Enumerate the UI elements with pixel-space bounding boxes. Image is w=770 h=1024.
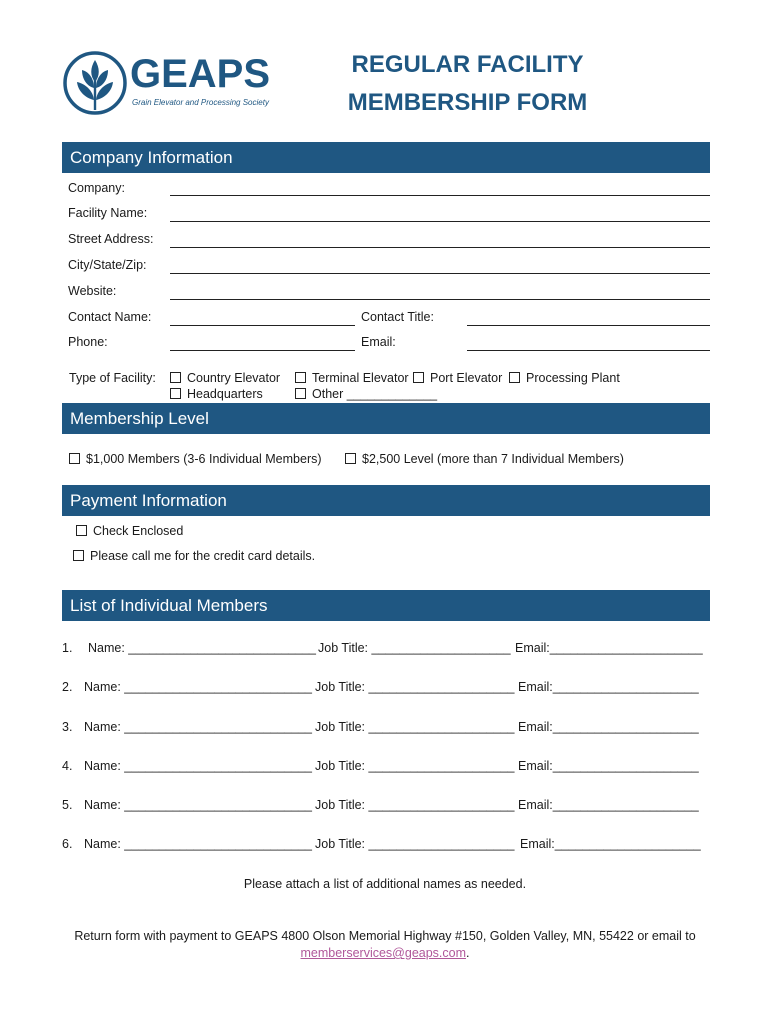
- member-job-title-field[interactable]: Job Title: _____________________: [315, 720, 515, 734]
- logo-wordmark: GEAPS: [130, 52, 271, 96]
- member-job-title-field[interactable]: Job Title: _____________________: [315, 759, 515, 773]
- member-job-title-field[interactable]: Job Title: _____________________: [315, 837, 515, 851]
- member-name-field[interactable]: Name: ___________________________: [84, 798, 312, 812]
- company-label: Company:: [68, 181, 125, 195]
- member-job-title-field[interactable]: Job Title: ____________________: [318, 641, 511, 655]
- member-email-field[interactable]: Email:______________________: [515, 641, 703, 655]
- contact-name-label: Contact Name:: [68, 310, 152, 324]
- phone-field[interactable]: [170, 350, 355, 351]
- section-company-information: Company Information: [62, 142, 710, 173]
- company-field[interactable]: [170, 195, 710, 196]
- option-membership-1000[interactable]: $1,000 Members (3-6 Individual Members): [69, 452, 322, 466]
- member-email-field[interactable]: Email:_____________________: [518, 759, 699, 773]
- geaps-logo: [62, 48, 271, 118]
- option-processing-plant[interactable]: Processing Plant: [509, 371, 620, 385]
- footer-return-text: Return form with payment to GEAPS 4800 Olson Memorial Highway #150, Golden Valley, MN, 55422 or email to: [74, 929, 696, 943]
- email-field[interactable]: [467, 350, 710, 351]
- member-email-field[interactable]: Email:_____________________: [520, 837, 701, 851]
- member-services-email-link[interactable]: memberservices@geaps.com: [300, 946, 467, 960]
- form-title-line2: MEMBERSHIP FORM: [347, 89, 588, 116]
- checkbox[interactable]: [73, 550, 84, 561]
- attach-note: Please attach a list of additional names as needed.: [243, 877, 527, 891]
- section-membership-level: Membership Level: [62, 403, 710, 434]
- logo-tagline: Grain Elevator and Processing Society: [132, 98, 269, 107]
- facility-type-label: Type of Facility:: [69, 371, 156, 385]
- checkbox[interactable]: [509, 372, 520, 383]
- checkbox[interactable]: [69, 453, 80, 464]
- footer-email-line: memberservices@geaps.com.: [300, 946, 470, 960]
- member-job-title-field[interactable]: Job Title: _____________________: [315, 798, 515, 812]
- website-field[interactable]: [170, 299, 710, 300]
- street-address-label: Street Address:: [68, 232, 154, 246]
- wheat-emblem-icon: [62, 50, 128, 116]
- option-country-elevator[interactable]: Country Elevator: [170, 371, 280, 385]
- checkbox[interactable]: [295, 372, 306, 383]
- option-check-enclosed[interactable]: Check Enclosed: [76, 524, 183, 538]
- contact-name-field[interactable]: [170, 325, 355, 326]
- member-email-field[interactable]: Email:_____________________: [518, 798, 699, 812]
- option-headquarters[interactable]: Headquarters: [170, 387, 263, 401]
- contact-title-label: Contact Title:: [361, 310, 434, 324]
- website-label: Website:: [68, 284, 117, 298]
- option-credit-card[interactable]: Please call me for the credit card details.: [73, 549, 315, 563]
- member-email-field[interactable]: Email:_____________________: [518, 680, 699, 694]
- option-other[interactable]: Other _____________: [295, 387, 437, 401]
- street-address-field[interactable]: [170, 247, 710, 248]
- form-title-line1: REGULAR FACILITY: [351, 51, 584, 78]
- option-membership-2500[interactable]: $2,500 Level (more than 7 Individual Members): [345, 452, 624, 466]
- checkbox[interactable]: [170, 372, 181, 383]
- city-state-zip-label: City/State/Zip:: [68, 258, 147, 272]
- member-job-title-field[interactable]: Job Title: _____________________: [315, 680, 515, 694]
- member-name-field[interactable]: Name: ___________________________: [88, 641, 316, 655]
- checkbox[interactable]: [295, 388, 306, 399]
- option-terminal-elevator[interactable]: Terminal Elevator: [295, 371, 409, 385]
- member-email-field[interactable]: Email:_____________________: [518, 720, 699, 734]
- contact-title-field[interactable]: [467, 325, 710, 326]
- phone-label: Phone:: [68, 335, 108, 349]
- section-payment-information: Payment Information: [62, 485, 710, 516]
- section-individual-members: List of Individual Members: [62, 590, 710, 621]
- member-name-field[interactable]: Name: ___________________________: [84, 680, 312, 694]
- checkbox[interactable]: [413, 372, 424, 383]
- checkbox[interactable]: [345, 453, 356, 464]
- option-port-elevator[interactable]: Port Elevator: [413, 371, 502, 385]
- member-name-field[interactable]: Name: ___________________________: [84, 759, 312, 773]
- checkbox[interactable]: [170, 388, 181, 399]
- facility-name-field[interactable]: [170, 221, 710, 222]
- member-name-field[interactable]: Name: ___________________________: [84, 720, 312, 734]
- facility-name-label: Facility Name:: [68, 206, 148, 220]
- city-state-zip-field[interactable]: [170, 273, 710, 274]
- email-label: Email:: [361, 335, 396, 349]
- checkbox[interactable]: [76, 525, 87, 536]
- member-name-field[interactable]: Name: ___________________________: [84, 837, 312, 851]
